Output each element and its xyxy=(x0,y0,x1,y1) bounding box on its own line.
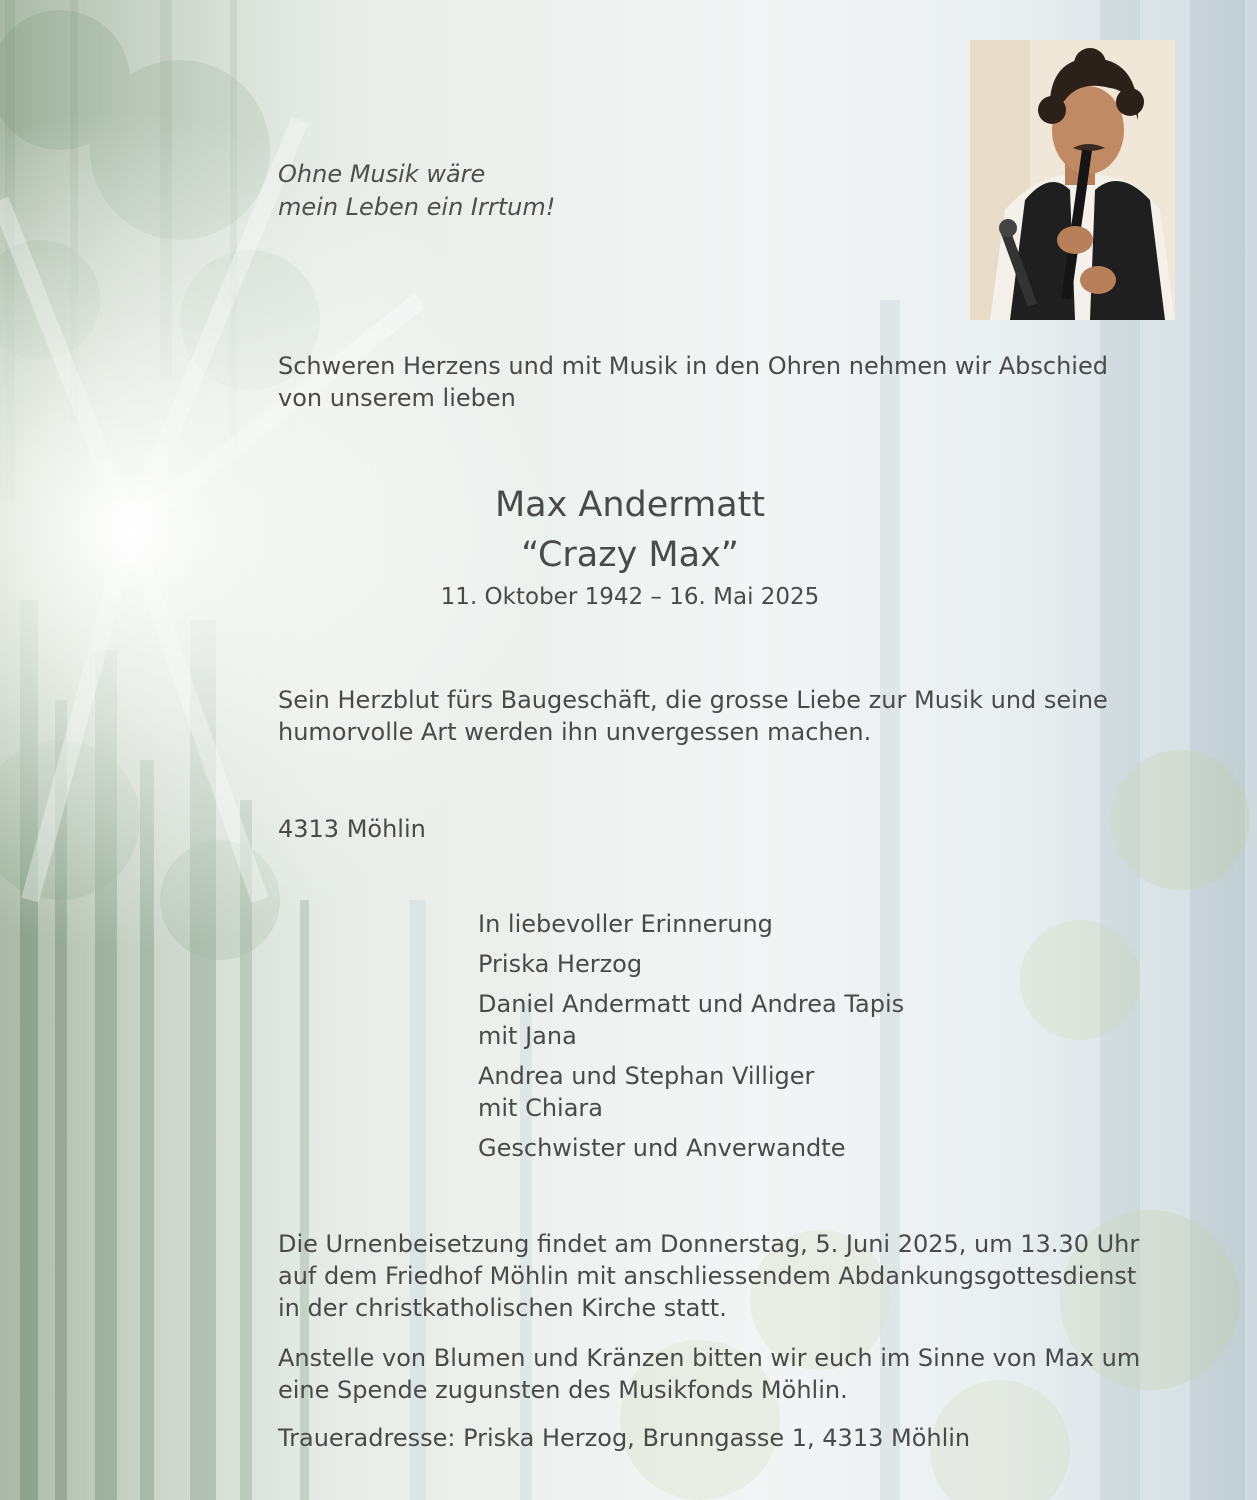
intro-line: von unserem lieben xyxy=(278,384,516,412)
tribute-line: humorvolle Art werden ihn unvergessen machen. xyxy=(278,718,872,746)
ceremony-line: Die Urnenbeisetzung findet am Donnerstag, 5. Juni 2025, um 13.30 Uhr xyxy=(278,1230,1140,1258)
tribute-line: Sein Herzblut fürs Baugeschäft, die grosse Liebe zur Musik und seine xyxy=(278,686,1108,714)
mourner-subline: mit Jana xyxy=(478,1022,577,1050)
deceased-name: Max Andermatt xyxy=(494,485,766,525)
mourner-name: Daniel Andermatt und Andrea Tapis xyxy=(478,990,905,1018)
mourner-entry xyxy=(478,988,904,1052)
mourners-list xyxy=(478,908,904,1172)
donation-text xyxy=(278,1342,1140,1406)
motto-line: mein Leben ein Irrtum! xyxy=(278,193,556,221)
mourner-name: Geschwister und Anverwandte xyxy=(478,1134,846,1162)
ceremony-text xyxy=(278,1228,1139,1324)
deceased-nickname: “Crazy Max” xyxy=(521,535,739,575)
donation-line: eine Spende zugunsten des Musikfonds Möhlin. xyxy=(278,1376,848,1404)
intro-line: Schweren Herzens und mit Musik in den Ohren nehmen wir Abschied xyxy=(278,352,1108,380)
place-text: 4313 Möhlin xyxy=(278,815,426,843)
motto-line: Ohne Musik wäre xyxy=(278,160,486,188)
mourner-subline: mit Chiara xyxy=(478,1094,604,1122)
mourner-name: Andrea und Stephan Villiger xyxy=(478,1062,815,1090)
portrait-photo xyxy=(970,40,1175,320)
intro-text xyxy=(278,350,1218,414)
motto-quote xyxy=(278,158,555,224)
donation-line: Anstelle von Blumen und Kränzen bitten wir euch im Sinne von Max um xyxy=(278,1344,1141,1372)
life-dates: 11. Oktober 1942 – 16. Mai 2025 xyxy=(440,584,820,610)
ceremony-line: auf dem Friedhof Möhlin mit anschliessendem Abdankungsgottesdienst xyxy=(278,1262,1137,1290)
mourner-entry xyxy=(478,1132,904,1164)
mourners-heading-group xyxy=(478,908,904,940)
tribute-text xyxy=(278,684,1108,748)
mourning-address: Traueradresse: Priska Herzog, Brunngasse 1, 4313 Möhlin xyxy=(278,1424,971,1452)
mourner-entry xyxy=(478,1060,904,1124)
mourner-name: Priska Herzog xyxy=(478,950,643,978)
deceased-block xyxy=(380,482,880,612)
mourners-heading: In liebevoller Erinnerung xyxy=(478,910,773,938)
mourner-entry xyxy=(478,948,904,980)
ceremony-line: in der christkatholischen Kirche statt. xyxy=(278,1294,727,1322)
